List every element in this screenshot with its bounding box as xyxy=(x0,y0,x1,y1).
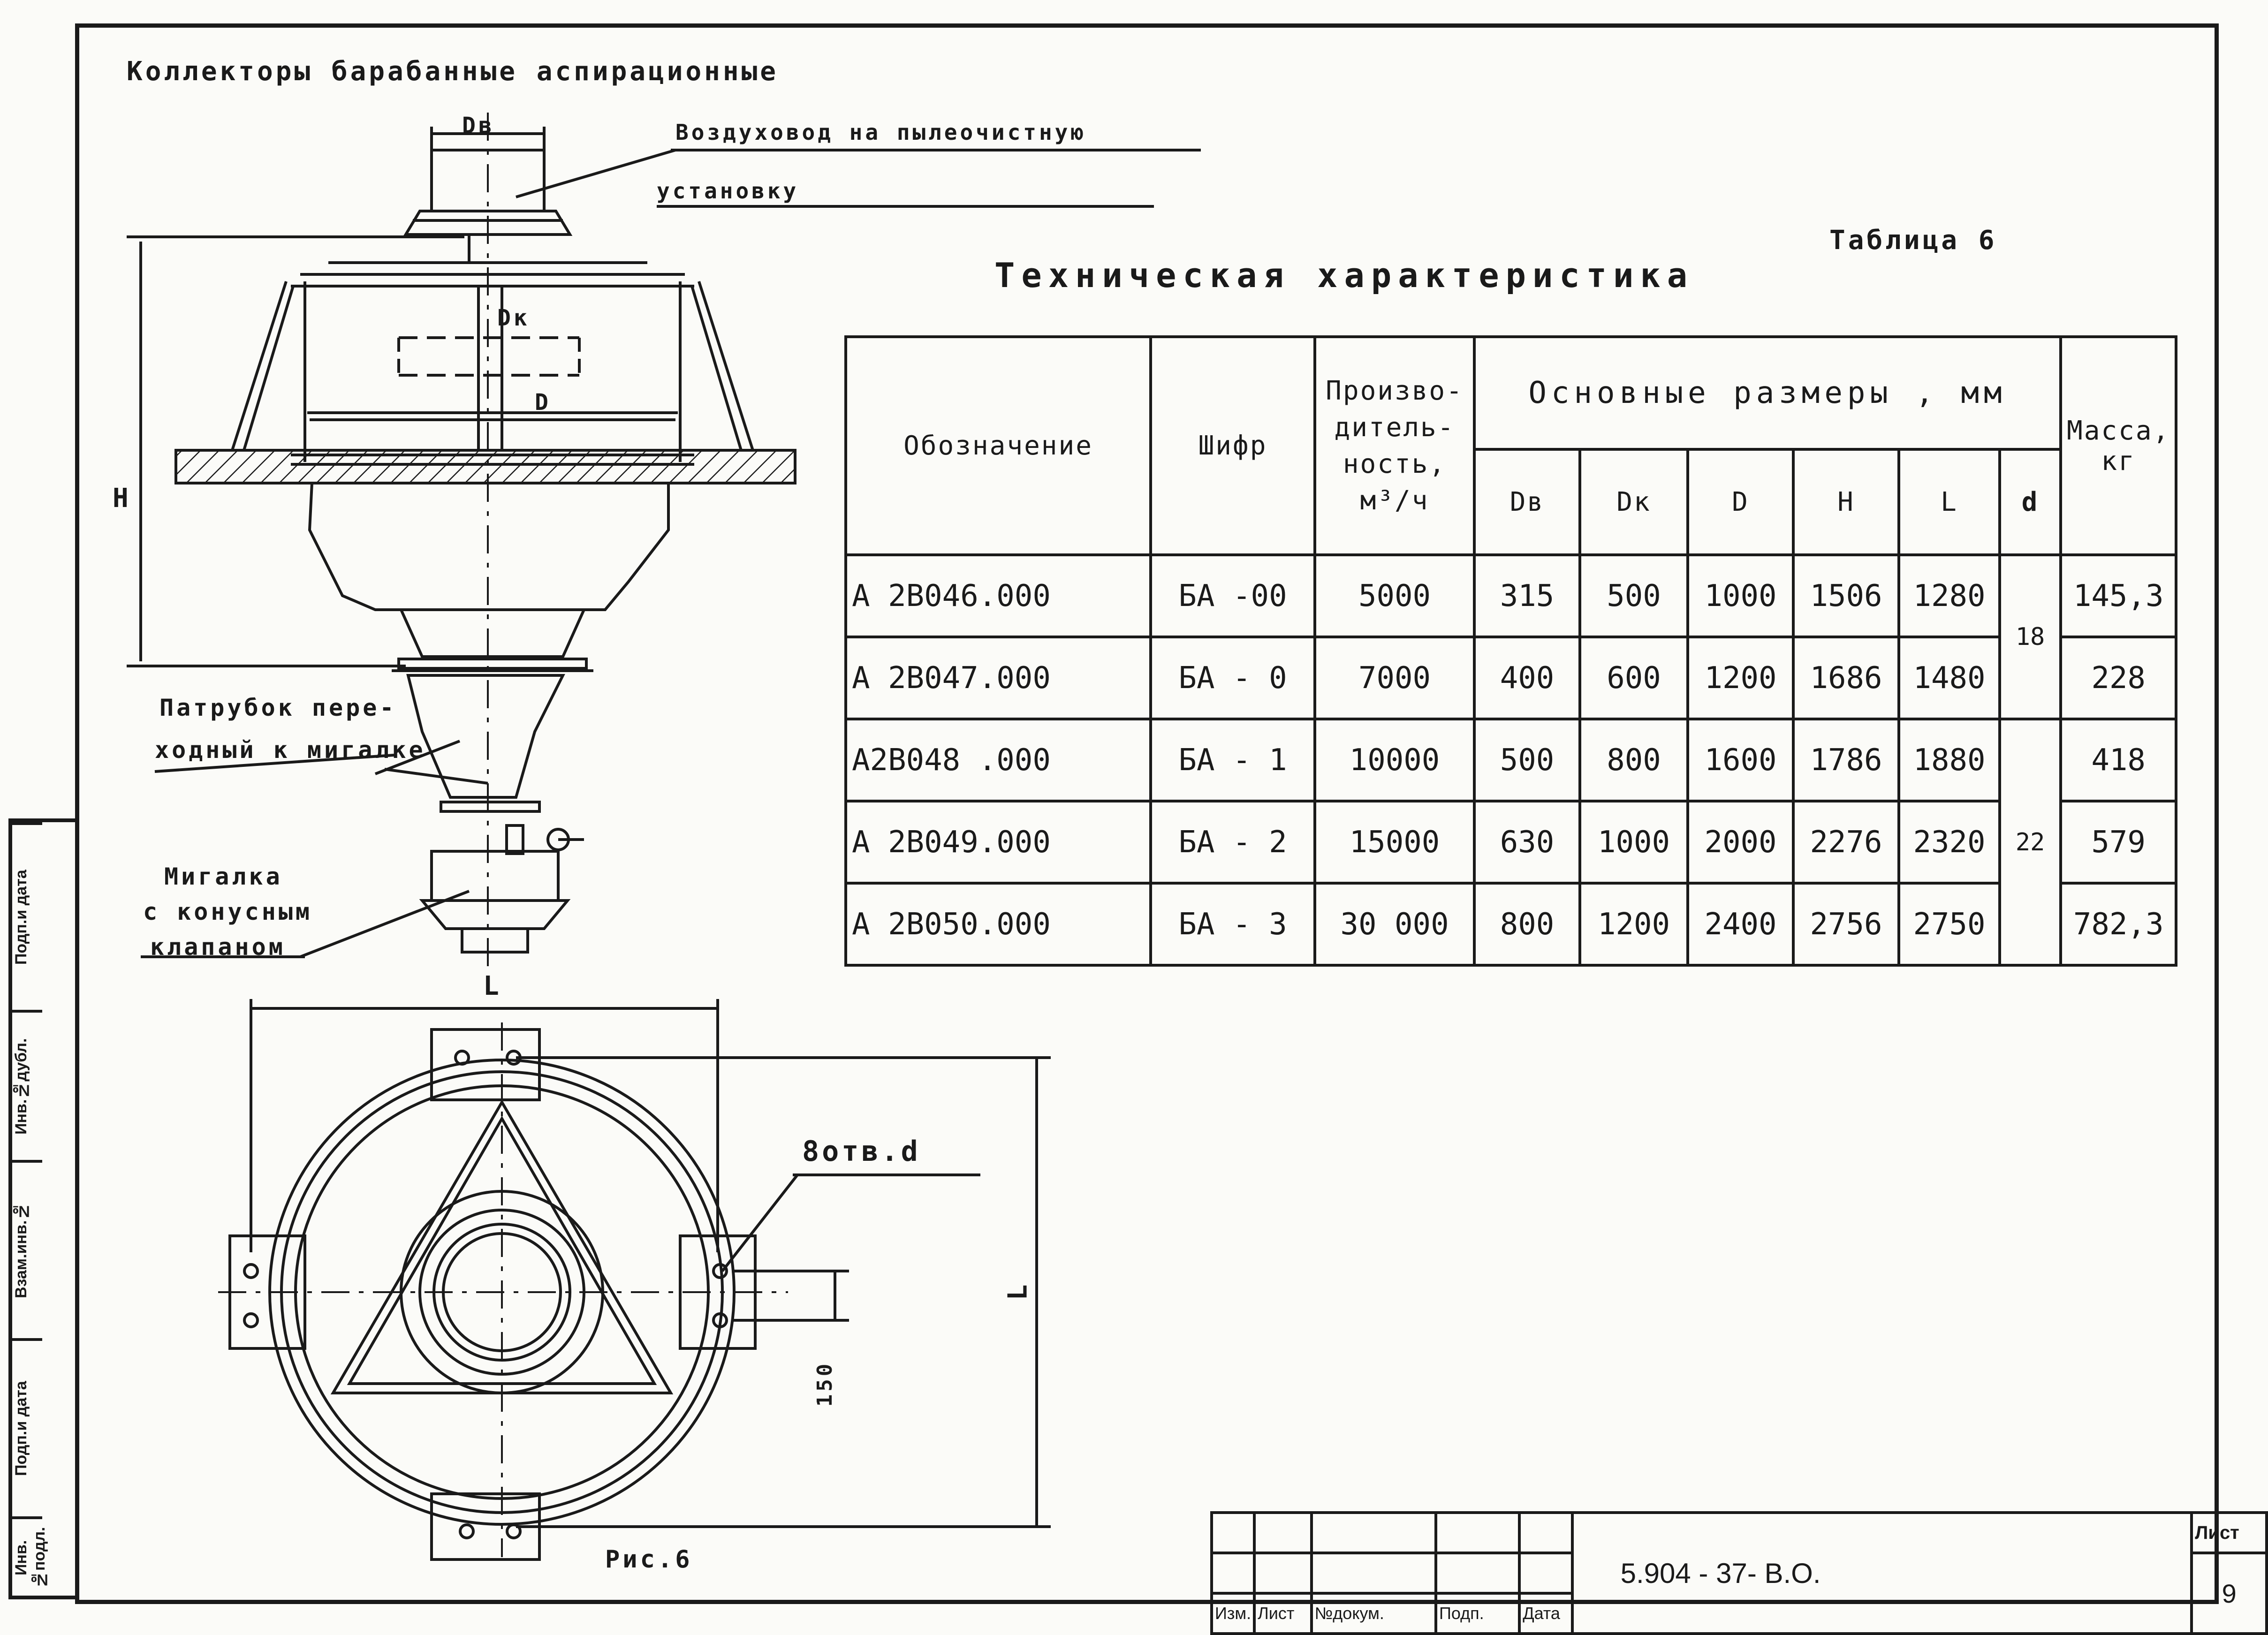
dim-150: 150 xyxy=(813,1361,837,1407)
tb-sign: Подп. xyxy=(1436,1593,1519,1634)
cell-mass: 782,3 xyxy=(2061,883,2176,965)
tb-doc-no: №докум. xyxy=(1312,1593,1436,1634)
title-block xyxy=(1210,1511,2268,1635)
cell-code: БА - 1 xyxy=(1151,719,1315,801)
cell-capacity: 7000 xyxy=(1315,637,1474,719)
cell-mass: 145,3 xyxy=(2061,555,2176,637)
cell-capacity: 15000 xyxy=(1315,801,1474,883)
table-title: Техническая характеристика xyxy=(994,256,1694,295)
cell-designation: А 2В049.000 xyxy=(846,801,1151,883)
valve-label-line3: клапаном xyxy=(150,933,286,961)
cell-dv: 800 xyxy=(1474,883,1580,965)
side-stamp xyxy=(8,818,79,1599)
cell-dv: 500 xyxy=(1474,719,1580,801)
cell-mass: 418 xyxy=(2061,719,2176,801)
mass-line2: кг xyxy=(2101,446,2136,477)
table-row xyxy=(846,801,2176,883)
cell-l: 1880 xyxy=(1899,719,2000,801)
valve-body xyxy=(432,851,558,901)
capacity-line2: дитель- xyxy=(1334,412,1455,443)
cell-mass: 579 xyxy=(2061,801,2176,883)
cell-h: 1686 xyxy=(1793,637,1899,719)
cell-designation: А 2В046.000 xyxy=(846,555,1151,637)
cell-capacity: 30 000 xyxy=(1315,883,1474,965)
col-dv: Dв xyxy=(1474,449,1580,555)
drum-shell xyxy=(305,281,680,462)
col-designation: Обозначение xyxy=(846,337,1151,555)
cell-h: 1506 xyxy=(1793,555,1899,637)
valve-label-line2: с конусным xyxy=(143,898,313,925)
cell-code: БА - 0 xyxy=(1151,637,1315,719)
duct-label-line1: Воздуховод на пылеочистную xyxy=(675,120,1087,145)
tb-date: Дата xyxy=(1519,1593,1572,1634)
hopper xyxy=(310,483,668,610)
table-number: Таблица 6 xyxy=(1829,225,1997,256)
cell-capacity: 10000 xyxy=(1315,719,1474,801)
cell-designation: А 2В047.000 xyxy=(846,637,1151,719)
mass-line1: Масса, xyxy=(2067,415,2170,446)
cell-capacity: 5000 xyxy=(1315,555,1474,637)
table-row xyxy=(846,719,2176,801)
tb-change: Изм. xyxy=(1212,1593,1254,1634)
col-l: L xyxy=(1899,449,2000,555)
dim-dv: Dв xyxy=(462,113,495,139)
cell-d: 1600 xyxy=(1688,719,1793,801)
cell-d-group2: 22 xyxy=(2000,719,2061,965)
table-row xyxy=(846,637,2176,719)
spec-table xyxy=(844,335,2177,967)
table-row xyxy=(846,555,2176,637)
dim-d: D xyxy=(535,389,551,416)
stamp-inv-dubl: Инв.№дубл. xyxy=(12,1010,42,1160)
document-code: 5.904 - 37- В.О. xyxy=(1572,1513,2192,1634)
cell-h: 2276 xyxy=(1793,801,1899,883)
cell-l: 2750 xyxy=(1899,883,2000,965)
frame-leg-right xyxy=(699,281,753,450)
cell-designation: А 2В050.000 xyxy=(846,883,1151,965)
stamp-inv-podl: Инв.№подл. xyxy=(12,1516,42,1596)
col-code: Шифр xyxy=(1151,337,1315,555)
cell-code: БА -00 xyxy=(1151,555,1315,637)
transition-nozzle xyxy=(401,610,584,657)
sheet-label: Лист xyxy=(2192,1513,2267,1553)
cell-dv: 315 xyxy=(1474,555,1580,637)
cell-code: БА - 2 xyxy=(1151,801,1315,883)
drawing-title: Коллекторы барабанные аспирационные xyxy=(127,56,779,87)
cell-dk: 600 xyxy=(1580,637,1688,719)
tb-sheet: Лист xyxy=(1254,1593,1312,1634)
cell-mass: 228 xyxy=(2061,637,2176,719)
cell-h: 1786 xyxy=(1793,719,1899,801)
cell-dk: 500 xyxy=(1580,555,1688,637)
cell-dv: 630 xyxy=(1474,801,1580,883)
col-d-small: d xyxy=(2000,449,2061,555)
stamp-podp-data-2: Подп.и дата xyxy=(12,822,42,1010)
cell-dk: 800 xyxy=(1580,719,1688,801)
capacity-line4: м³/ч xyxy=(1360,485,1429,516)
cell-l: 2320 xyxy=(1899,801,2000,883)
cell-l: 1480 xyxy=(1899,637,2000,719)
capacity-line3: ность, xyxy=(1343,448,1447,479)
cell-d: 1000 xyxy=(1688,555,1793,637)
cell-code: БА - 3 xyxy=(1151,883,1315,965)
table-row xyxy=(846,883,2176,965)
cell-d: 2400 xyxy=(1688,883,1793,965)
figure-label: Рис.6 xyxy=(605,1545,693,1574)
nozzle-label-line1: Патрубок пере- xyxy=(159,694,397,721)
cell-dk: 1200 xyxy=(1580,883,1688,965)
dim-dk: Dк xyxy=(497,305,530,331)
cell-d: 1200 xyxy=(1688,637,1793,719)
col-main-sizes: Основные размеры , мм xyxy=(1474,337,2061,449)
nozzle-label-line2: ходный к мигалке xyxy=(155,736,426,764)
stamp-podp-data-1: Подп.и дата xyxy=(12,1338,42,1516)
cell-d: 2000 xyxy=(1688,801,1793,883)
stamp-vzam-inv: Взам.инв.№ xyxy=(12,1160,42,1338)
sheet-number: 9 xyxy=(2192,1553,2267,1634)
cell-l: 1280 xyxy=(1899,555,2000,637)
lug-top xyxy=(432,1029,539,1100)
cell-dv: 400 xyxy=(1474,637,1580,719)
dim-h: H xyxy=(113,483,131,514)
col-dk: Dк xyxy=(1580,449,1688,555)
holes-label: 8отв.d xyxy=(802,1135,921,1168)
frame-leg-left xyxy=(232,281,286,450)
cell-designation: А2В048 .000 xyxy=(846,719,1151,801)
col-mass xyxy=(2061,337,2176,555)
cell-h: 2756 xyxy=(1793,883,1899,965)
cell-dk: 1000 xyxy=(1580,801,1688,883)
duct-label-line2: установку xyxy=(657,178,799,204)
dim-l-side: L xyxy=(1002,1281,1033,1301)
col-d-big: D xyxy=(1688,449,1793,555)
col-h: H xyxy=(1793,449,1899,555)
dim-l-top: L xyxy=(483,971,502,1001)
cell-d-group1: 18 xyxy=(2000,555,2061,719)
col-capacity xyxy=(1315,337,1474,555)
capacity-line1: Произво- xyxy=(1326,375,1464,406)
valve-label-line1: Мигалка xyxy=(164,863,283,890)
